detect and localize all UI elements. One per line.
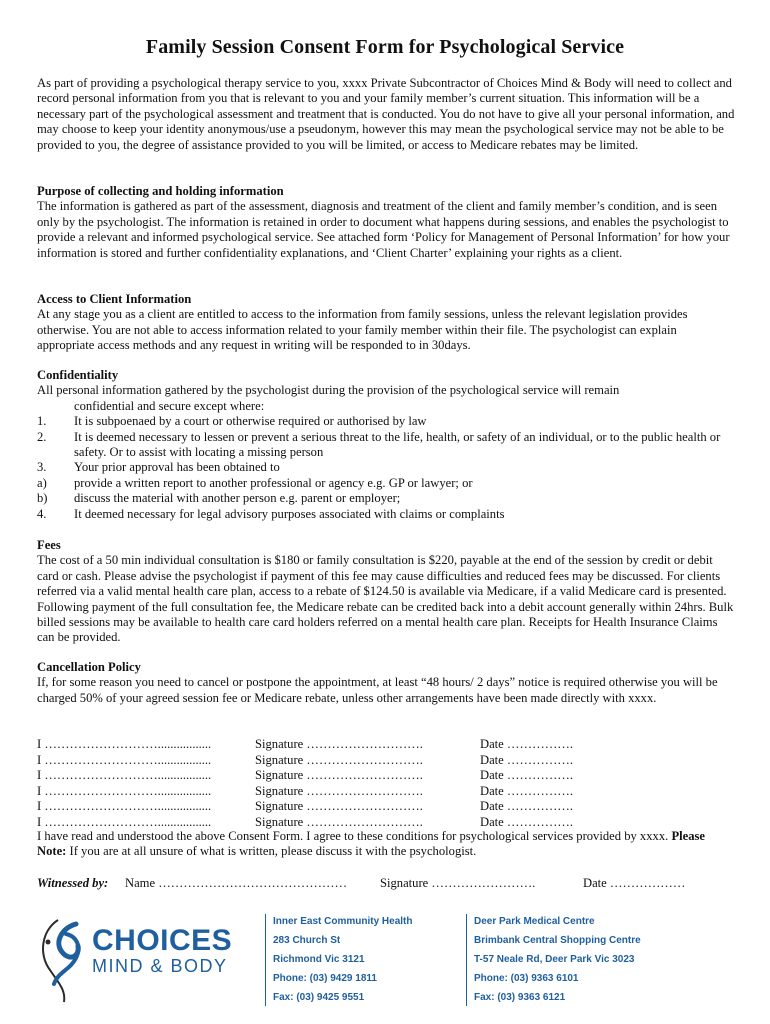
location-fax: Fax: (03) 9363 6121 <box>474 992 566 1003</box>
purpose-heading: Purpose of collecting and holding information <box>37 184 284 198</box>
list-text: discuss the material with another person e.g. parent or employer; <box>74 491 401 506</box>
witness-name-field[interactable]: Name ……………………………………… <box>125 876 348 890</box>
participant-date-field[interactable]: Date ……………. <box>480 799 574 813</box>
list-item <box>37 507 737 522</box>
swirl-figure-icon <box>36 912 92 1004</box>
list-marker: 1. <box>37 414 47 429</box>
confidentiality-intro: All personal information gathered by the psychologist during the provision of the psychological service will remain <box>37 383 620 398</box>
list-text: It is deemed necessary to lessen or prevent a serious threat to the life, health, or safety of an individual, or to the public health or safety. Or to assist with locating a missing person <box>74 429 721 460</box>
participant-name-field[interactable]: I ………………………................. <box>37 814 212 829</box>
participant-name-field[interactable]: I ………………………................. <box>37 737 212 751</box>
location-suburb: T-57 Neale Rd, Deer Park Vic 3023 <box>474 954 635 965</box>
note-text: If you are at all unsure of what is written, please discuss it with the psychologist. <box>66 844 477 859</box>
choices-logo <box>36 912 251 1004</box>
cancellation-text: If, for some reason you need to cancel or postpone the appointment, at least “48 hours/ 2 days” notice is required otherwise you will be charged 50% of your agreed session fee or Medicare rebate, unless other arrangements have been made directly with xxxx. <box>37 675 718 705</box>
list-item <box>37 414 737 429</box>
confidentiality-intro-cont: confidential and secure except where: <box>74 398 265 413</box>
witness-signature-field[interactable]: Signature ……………………. <box>380 876 536 890</box>
list-item <box>37 476 737 491</box>
participant-signature-field[interactable]: Signature ………………………. <box>255 799 423 813</box>
location-suburb: Richmond Vic 3121 <box>273 954 365 965</box>
list-text: It is subpoenaed by a court or otherwise required or authorised by law <box>74 414 427 429</box>
participant-signature-field[interactable]: Signature ………………………. <box>255 814 423 829</box>
list-text: provide a written report to another professional or agency e.g. GP or lawyer; or <box>74 475 473 490</box>
location-name: Inner East Community Health <box>273 916 413 927</box>
list-marker: a) <box>37 475 47 490</box>
participant-name-field[interactable]: I ………………………................. <box>37 799 212 813</box>
participant-date-field[interactable]: Date ……………. <box>480 783 574 798</box>
location-fax: Fax: (03) 9425 9551 <box>273 992 365 1003</box>
location-deer-park <box>474 912 641 1007</box>
agreement-text: I have read and understood the above Consent Form. I agree to these conditions for psychological services provided by xxxx. <box>37 829 669 843</box>
logo-subtitle: MIND & BODY <box>92 956 228 976</box>
location-phone: Phone: (03) 9363 6101 <box>474 973 579 984</box>
list-marker: 4. <box>37 506 47 521</box>
list-item <box>37 491 737 506</box>
divider <box>265 914 266 1006</box>
fees-section <box>37 538 737 646</box>
list-marker: 2. <box>37 429 47 444</box>
fees-text: The cost of a 50 min individual consultation is $180 or family consultation is $220, payable at the end of the session by credit or debit card or cash. Please advise the psychologist if payment of this fee may cause difficulties and reduced fees may be discussed. For clients referred via a valid mental health care plan, access to a rebate of $124.50 is available via Medicare, if a valid Medicare card is presented. Following payment of the full consultation fee, the Medicare rebate can be credited back into a debit account generally within 24hrs. Bulk billed sessions may be available to health care card holders referred on a mental health care plan. Receipts for Health Insurance Claims can be provided. <box>37 553 734 645</box>
participant-date-field[interactable]: Date ……………. <box>480 768 574 782</box>
list-item <box>37 430 737 461</box>
confidentiality-section <box>37 368 737 522</box>
access-section <box>37 292 737 354</box>
location-name: Deer Park Medical Centre <box>474 916 595 927</box>
list-marker: 3. <box>37 460 47 475</box>
witness-label: Witnessed by: <box>37 876 109 890</box>
fees-heading: Fees <box>37 538 61 552</box>
participant-name-field[interactable]: I ………………………................. <box>37 752 212 767</box>
access-text: At any stage you as a client are entitled to access to the information from family sessions, unless the relevant legislation provides otherwise. You are not able to access information related to your family member within their file. The psychologist can explain appropriate access methods and any request in writing will be responded to in 30days. <box>37 307 688 353</box>
confidentiality-heading: Confidentiality <box>37 368 119 382</box>
logo-title: CHOICES <box>92 924 233 957</box>
agreement-paragraph <box>37 829 737 860</box>
location-address: Brimbank Central Shopping Centre <box>474 935 641 946</box>
access-heading: Access to Client Information <box>37 292 192 306</box>
cancellation-section <box>37 660 737 706</box>
list-text: Your prior approval has been obtained to <box>74 460 280 475</box>
participant-signature-field[interactable]: Signature ………………………. <box>255 752 423 767</box>
witness-date-field[interactable]: Date ……………… <box>583 876 686 890</box>
cancellation-heading: Cancellation Policy <box>37 660 141 674</box>
list-text: It deemed necessary for legal advisory purposes associated with claims or complaints <box>74 506 505 521</box>
list-item <box>37 460 737 475</box>
participant-signature-field[interactable]: Signature ………………………. <box>255 768 423 782</box>
purpose-section <box>37 184 737 261</box>
participant-signature-field[interactable]: Signature ………………………. <box>255 783 423 798</box>
location-address: 283 Church St <box>273 935 341 946</box>
purpose-text: The information is gathered as part of the assessment, diagnosis and treatment of the client and family member’s condition, and is seen only by the psychologist. The information is retained in order to document what happens during sessions, and enables the psychologist to provide a relevant and informed psychological service. See attached form ‘Policy for Management of Personal Information’ for how your information is stored and further confidentiality explanations, and ‘Client Charter’ explaining your rights as a client. <box>37 199 730 260</box>
witness-row[interactable] <box>37 876 686 891</box>
divider <box>466 914 467 1006</box>
page-title: Family Session Consent Form for Psychological Service <box>145 36 625 58</box>
note-label: Please Note: <box>37 829 706 859</box>
participant-date-field[interactable]: Date ……………. <box>480 752 574 767</box>
participant-name-field[interactable]: I ………………………................. <box>37 768 212 782</box>
location-inner-east <box>273 912 412 1007</box>
location-phone: Phone: (03) 9429 1811 <box>273 973 377 984</box>
participant-name-field[interactable]: I ………………………................. <box>37 783 212 798</box>
intro-paragraph: As part of providing a psychological therapy service to you, xxxx Private Subcontractor of Choices Mind & Body will need to collect and record personal information from you that is relevant to you and your family member’s current situation. This information will be a necessary part of the psychological assessment and treatment that is conducted. You do not have to give all your personal information, and may choose to keep your identity anonymous/use a pseudonym, however this may mean the psychological service may not be able to be provided to you, the degree of assistance provided to you will be limited, or access to Medicare rebates may be limited. <box>37 76 735 152</box>
participant-signature-field[interactable]: Signature ………………………. <box>255 737 423 751</box>
participant-date-field[interactable]: Date ……………. <box>480 814 574 829</box>
list-marker: b) <box>37 491 48 506</box>
participant-date-field[interactable]: Date ……………. <box>480 737 574 751</box>
